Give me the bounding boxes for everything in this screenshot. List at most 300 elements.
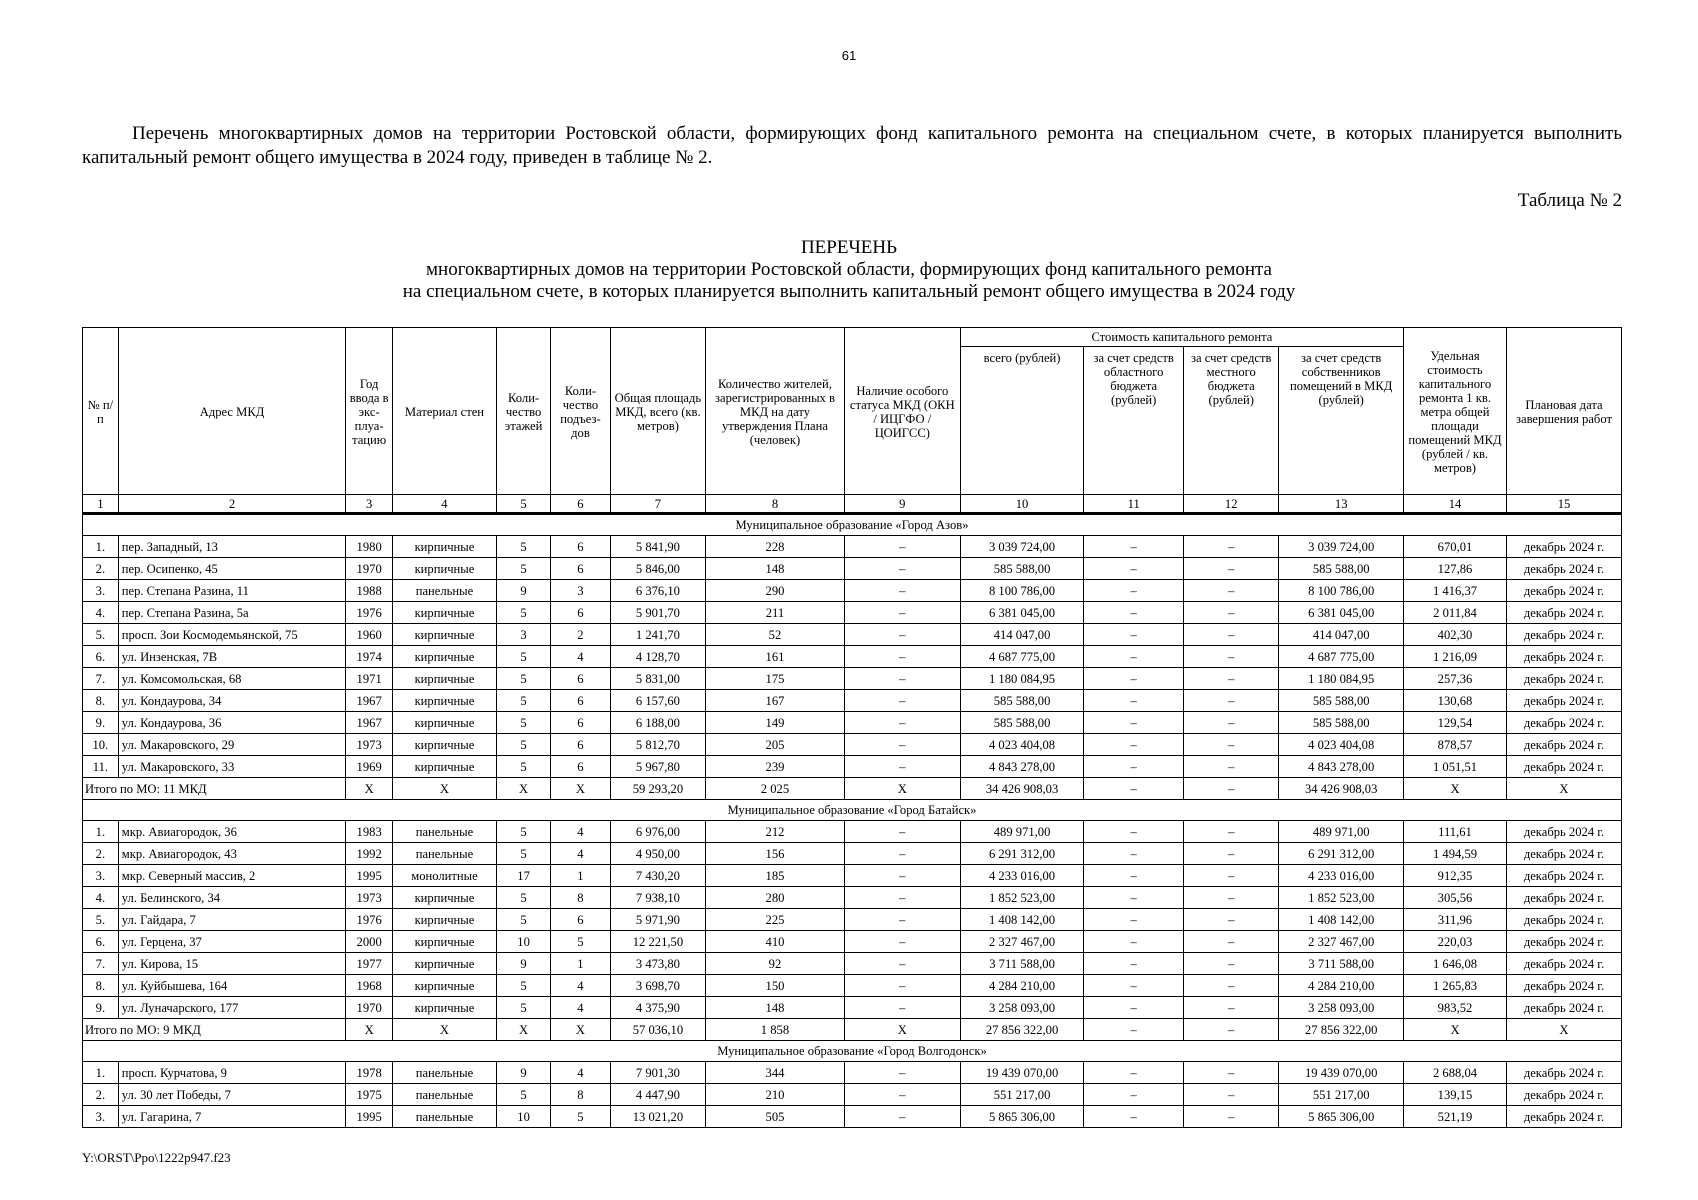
table-cell: – <box>1084 909 1184 931</box>
table-cell: декабрь 2024 г. <box>1506 646 1621 668</box>
table-label: Таблица № 2 <box>1517 190 1622 211</box>
table-cell: 3 258 093,00 <box>960 997 1084 1019</box>
table-cell: 5 812,70 <box>610 734 705 756</box>
table-cell: кирпичные <box>392 536 496 558</box>
table-cell: 5. <box>83 624 119 646</box>
table-cell: 6 381 045,00 <box>960 602 1084 624</box>
table-cell: 8. <box>83 975 119 997</box>
table-cell: 1977 <box>346 953 393 975</box>
table-row <box>83 756 1622 778</box>
table-cell: 4 023 404,08 <box>960 734 1084 756</box>
table-cell: 410 <box>706 931 845 953</box>
table-cell: 5 831,00 <box>610 668 705 690</box>
total-cell: – <box>1184 1019 1279 1041</box>
table-cell: 9. <box>83 712 119 734</box>
column-number: 15 <box>1506 495 1621 514</box>
table-cell: 6 <box>551 909 611 931</box>
table-cell: 7 901,30 <box>610 1062 705 1084</box>
table-cell: – <box>844 734 960 756</box>
table-row <box>83 734 1622 756</box>
total-cell: X <box>844 1019 960 1041</box>
table-cell: 1970 <box>346 997 393 1019</box>
total-cell: X <box>392 1019 496 1041</box>
table-cell: – <box>844 843 960 865</box>
total-cell: 57 036,10 <box>610 1019 705 1041</box>
table-cell: 3 <box>551 580 611 602</box>
table-cell: декабрь 2024 г. <box>1506 712 1621 734</box>
table-cell: кирпичные <box>392 712 496 734</box>
table-cell: 175 <box>706 668 845 690</box>
total-cell: X <box>844 778 960 800</box>
table-cell: – <box>1084 690 1184 712</box>
table-cell: 4 <box>551 997 611 1019</box>
table-cell: 220,03 <box>1404 931 1507 953</box>
table-cell: – <box>1084 602 1184 624</box>
table-cell: – <box>1084 756 1184 778</box>
table-cell: 5 <box>496 668 550 690</box>
table-cell: 1 216,09 <box>1404 646 1507 668</box>
table-cell: – <box>844 580 960 602</box>
table-cell: 139,15 <box>1404 1084 1507 1106</box>
table-cell: – <box>1184 734 1279 756</box>
table-cell: кирпичные <box>392 668 496 690</box>
table-cell: 1 852 523,00 <box>960 887 1084 909</box>
table-cell: 4 284 210,00 <box>960 975 1084 997</box>
total-label: Итого по МО: 11 МКД <box>83 778 346 800</box>
total-label: Итого по МО: 9 МКД <box>83 1019 346 1041</box>
table-cell: 148 <box>706 558 845 580</box>
total-cell: X <box>551 1019 611 1041</box>
table-cell: – <box>1184 536 1279 558</box>
table-cell: 6 976,00 <box>610 821 705 843</box>
column-number: 2 <box>118 495 346 514</box>
table-cell: декабрь 2024 г. <box>1506 865 1621 887</box>
table-cell: 3 258 093,00 <box>1279 997 1404 1019</box>
table-cell: – <box>1184 953 1279 975</box>
table-cell: 52 <box>706 624 845 646</box>
table-cell: 6 <box>551 602 611 624</box>
table-cell: – <box>1184 821 1279 843</box>
table-cell: 6 <box>551 712 611 734</box>
total-cell: 27 856 322,00 <box>1279 1019 1404 1041</box>
table-cell: 2. <box>83 1084 119 1106</box>
table-cell: 2 688,04 <box>1404 1062 1507 1084</box>
table-cell: 7 938,10 <box>610 887 705 909</box>
table-cell: 1 408 142,00 <box>1279 909 1404 931</box>
table-cell: 10 <box>496 1106 550 1128</box>
table-cell: ул. Кондаурова, 34 <box>118 690 346 712</box>
table-cell: 7 430,20 <box>610 865 705 887</box>
table-cell: декабрь 2024 г. <box>1506 1084 1621 1106</box>
table-cell: 2 <box>551 624 611 646</box>
table-cell: 149 <box>706 712 845 734</box>
header-year: Год ввода в экс-плуа-тацию <box>346 328 393 495</box>
table-cell: – <box>1084 975 1184 997</box>
table-cell: 1 852 523,00 <box>1279 887 1404 909</box>
table-cell: 1976 <box>346 602 393 624</box>
table-cell: 585 588,00 <box>1279 690 1404 712</box>
table-cell: 551 217,00 <box>960 1084 1084 1106</box>
table-cell: декабрь 2024 г. <box>1506 821 1621 843</box>
table-cell: – <box>1084 887 1184 909</box>
table-cell: – <box>844 624 960 646</box>
table-cell: 3 473,80 <box>610 953 705 975</box>
table-cell: 111,61 <box>1404 821 1507 843</box>
table-cell: 12 221,50 <box>610 931 705 953</box>
table-cell: 9 <box>496 580 550 602</box>
table-cell: 5 865 306,00 <box>960 1106 1084 1128</box>
table-cell: 489 971,00 <box>1279 821 1404 843</box>
table-row <box>83 909 1622 931</box>
table-row <box>83 821 1622 843</box>
column-number: 14 <box>1404 495 1507 514</box>
table-cell: 4 447,90 <box>610 1084 705 1106</box>
table-cell: – <box>844 536 960 558</box>
column-number: 12 <box>1184 495 1279 514</box>
table-cell: 10 <box>496 931 550 953</box>
table-cell: 670,01 <box>1404 536 1507 558</box>
table-cell: 4 233 016,00 <box>960 865 1084 887</box>
table-cell: 2. <box>83 558 119 580</box>
table-cell: – <box>1184 865 1279 887</box>
table-cell: 414 047,00 <box>1279 624 1404 646</box>
table-cell: ул. Белинского, 34 <box>118 887 346 909</box>
table-cell: 1976 <box>346 909 393 931</box>
table-cell: 6. <box>83 646 119 668</box>
table-row <box>83 712 1622 734</box>
table-cell: 2 327 467,00 <box>1279 931 1404 953</box>
table-cell: – <box>1084 536 1184 558</box>
table-row <box>83 953 1622 975</box>
table-cell: 2. <box>83 843 119 865</box>
table-cell: – <box>1084 712 1184 734</box>
total-cell: – <box>1084 778 1184 800</box>
header-unit-cost: Удельная стоимость капитального ремонта 1 кв. метра общей площади помещений МКД (рублей / кв. метров) <box>1404 328 1507 495</box>
header-cost-local: за счет средств местного бюджета (рублей) <box>1184 347 1279 495</box>
table-cell: 130,68 <box>1404 690 1507 712</box>
table-cell: 3 <box>496 624 550 646</box>
table-cell: декабрь 2024 г. <box>1506 1062 1621 1084</box>
table-cell: – <box>1184 909 1279 931</box>
table-cell: – <box>1184 1062 1279 1084</box>
table-cell: – <box>1084 580 1184 602</box>
table-cell: декабрь 2024 г. <box>1506 624 1621 646</box>
table-cell: 4 233 016,00 <box>1279 865 1404 887</box>
table-cell: 1 416,37 <box>1404 580 1507 602</box>
municipality-name: Муниципальное образование «Город Волгодонск» <box>83 1041 1622 1062</box>
table-cell: 1 241,70 <box>610 624 705 646</box>
table-cell: 257,36 <box>1404 668 1507 690</box>
table-cell: 4 843 278,00 <box>960 756 1084 778</box>
table-cell: 1967 <box>346 690 393 712</box>
table-cell: 5 865 306,00 <box>1279 1106 1404 1128</box>
intro-paragraph: Перечень многоквартирных домов на территории Ростовской области, формирующих фонд капитального ремонта на специальном счете, в которых планируется выполнить капитальный ремонт общего имущества в 2024 году, приведен в таблице № 2. <box>82 123 1622 168</box>
table-cell: – <box>844 931 960 953</box>
total-row <box>83 778 1622 800</box>
table-cell: 3. <box>83 865 119 887</box>
table-cell: декабрь 2024 г. <box>1506 931 1621 953</box>
table-cell: 1970 <box>346 558 393 580</box>
table-cell: 4 <box>551 843 611 865</box>
table-cell: 5 <box>496 536 550 558</box>
table-cell: 1978 <box>346 1062 393 1084</box>
total-cell: 34 426 908,03 <box>1279 778 1404 800</box>
header-cost-total: всего (рублей) <box>960 347 1084 495</box>
table-cell: – <box>844 865 960 887</box>
table-cell: ул. Кондаурова, 36 <box>118 712 346 734</box>
table-cell: 6 <box>551 734 611 756</box>
table-cell: 9 <box>496 1062 550 1084</box>
table-cell: 4 <box>551 1062 611 1084</box>
table-cell: кирпичные <box>392 756 496 778</box>
table-cell: 9 <box>496 953 550 975</box>
table-cell: 92 <box>706 953 845 975</box>
municipality-name: Муниципальное образование «Город Азов» <box>83 514 1622 536</box>
table-cell: 5 <box>496 975 550 997</box>
header-address: Адрес МКД <box>118 328 346 495</box>
table-cell: 5 841,90 <box>610 536 705 558</box>
table-cell: – <box>1084 668 1184 690</box>
total-cell: X <box>1404 1019 1507 1041</box>
column-number: 11 <box>1084 495 1184 514</box>
table-cell: кирпичные <box>392 690 496 712</box>
table-cell: 4 843 278,00 <box>1279 756 1404 778</box>
table-cell: 6 376,10 <box>610 580 705 602</box>
table-cell: 7. <box>83 953 119 975</box>
table-cell: панельные <box>392 1106 496 1128</box>
table-cell: 5 <box>496 887 550 909</box>
table-cell: – <box>844 1062 960 1084</box>
municipality-row <box>83 800 1622 821</box>
total-cell: X <box>1506 778 1621 800</box>
table-row <box>83 887 1622 909</box>
table-cell: 6 157,60 <box>610 690 705 712</box>
table-cell: – <box>1184 756 1279 778</box>
table-cell: декабрь 2024 г. <box>1506 756 1621 778</box>
table-cell: кирпичные <box>392 909 496 931</box>
table-cell: панельные <box>392 580 496 602</box>
table-cell: кирпичные <box>392 558 496 580</box>
table-cell: 4. <box>83 602 119 624</box>
table-cell: 912,35 <box>1404 865 1507 887</box>
table-row <box>83 536 1622 558</box>
table-cell: 1. <box>83 821 119 843</box>
table-cell: 1. <box>83 536 119 558</box>
total-cell: 2 025 <box>706 778 845 800</box>
table-cell: 228 <box>706 536 845 558</box>
table-cell: 13 021,20 <box>610 1106 705 1128</box>
table-cell: 1973 <box>346 734 393 756</box>
table-cell: декабрь 2024 г. <box>1506 602 1621 624</box>
table-cell: декабрь 2024 г. <box>1506 668 1621 690</box>
table-cell: 225 <box>706 909 845 931</box>
table-cell: кирпичные <box>392 931 496 953</box>
table-cell: панельные <box>392 1084 496 1106</box>
table-row <box>83 646 1622 668</box>
table-cell: 402,30 <box>1404 624 1507 646</box>
table-cell: 5 901,70 <box>610 602 705 624</box>
table-cell: 1 180 084,95 <box>1279 668 1404 690</box>
table-cell: 2 327 467,00 <box>960 931 1084 953</box>
table-cell: мкр. Авиагородок, 43 <box>118 843 346 865</box>
table-cell: 585 588,00 <box>960 712 1084 734</box>
column-number: 10 <box>960 495 1084 514</box>
table-cell: 3 039 724,00 <box>960 536 1084 558</box>
table-cell: 1 <box>551 865 611 887</box>
column-number: 9 <box>844 495 960 514</box>
table-cell: кирпичные <box>392 975 496 997</box>
table-cell: просп. Курчатова, 9 <box>118 1062 346 1084</box>
table-cell: ул. Макаровского, 29 <box>118 734 346 756</box>
table-cell: 311,96 <box>1404 909 1507 931</box>
table-cell: 148 <box>706 997 845 1019</box>
table-cell: панельные <box>392 821 496 843</box>
table-cell: 4 284 210,00 <box>1279 975 1404 997</box>
table-cell: 239 <box>706 756 845 778</box>
table-cell: – <box>1084 646 1184 668</box>
table-cell: 4 <box>551 975 611 997</box>
table-cell: – <box>1184 1106 1279 1128</box>
table-cell: 9. <box>83 997 119 1019</box>
table-cell: 1974 <box>346 646 393 668</box>
table-cell: декабрь 2024 г. <box>1506 734 1621 756</box>
table-cell: – <box>1184 580 1279 602</box>
table-cell: – <box>1184 975 1279 997</box>
municipality-name: Муниципальное образование «Город Батайск» <box>83 800 1622 821</box>
table-cell: 3. <box>83 1106 119 1128</box>
table-cell: 6 291 312,00 <box>1279 843 1404 865</box>
table-cell: 19 439 070,00 <box>960 1062 1084 1084</box>
table-cell: 127,86 <box>1404 558 1507 580</box>
table-cell: 305,56 <box>1404 887 1507 909</box>
table-cell: – <box>1184 712 1279 734</box>
header-residents: Количество жителей, зарегистрированных в МКД на дату утверждения Плана (человек) <box>706 328 845 495</box>
table-cell: – <box>1184 646 1279 668</box>
header-area: Общая площадь МКД, всего (кв. метров) <box>610 328 705 495</box>
table-cell: 1971 <box>346 668 393 690</box>
table-cell: 1 646,08 <box>1404 953 1507 975</box>
table-row <box>83 975 1622 997</box>
table-cell: – <box>844 602 960 624</box>
table-row <box>83 558 1622 580</box>
table-cell: – <box>1184 843 1279 865</box>
table-cell: ул. 30 лет Победы, 7 <box>118 1084 346 1106</box>
total-cell: X <box>392 778 496 800</box>
table-cell: 5 <box>551 931 611 953</box>
table-cell: декабрь 2024 г. <box>1506 580 1621 602</box>
table-cell: декабрь 2024 г. <box>1506 558 1621 580</box>
table-cell: 983,52 <box>1404 997 1507 1019</box>
table-cell: мкр. Авиагородок, 36 <box>118 821 346 843</box>
header-number: № п/п <box>83 328 119 495</box>
table-cell: декабрь 2024 г. <box>1506 690 1621 712</box>
table-cell: 6 291 312,00 <box>960 843 1084 865</box>
table-cell: кирпичные <box>392 997 496 1019</box>
table-cell: 4 <box>551 646 611 668</box>
table-cell: 1 180 084,95 <box>960 668 1084 690</box>
table-cell: – <box>844 756 960 778</box>
table-cell: ул. Инзенская, 7В <box>118 646 346 668</box>
table-cell: 585 588,00 <box>960 690 1084 712</box>
table-cell: – <box>1184 1084 1279 1106</box>
table-cell: кирпичные <box>392 734 496 756</box>
table-cell: кирпичные <box>392 953 496 975</box>
table-cell: 280 <box>706 887 845 909</box>
title-line-1: ПЕРЕЧЕНЬ <box>800 237 898 258</box>
table-cell: – <box>1184 887 1279 909</box>
table-cell: – <box>844 646 960 668</box>
table-cell: 1992 <box>346 843 393 865</box>
table-cell: 551 217,00 <box>1279 1084 1404 1106</box>
table-cell: 2000 <box>346 931 393 953</box>
table-cell: 4 023 404,08 <box>1279 734 1404 756</box>
table-cell: 878,57 <box>1404 734 1507 756</box>
header-entrances: Коли-чество подъез-дов <box>551 328 611 495</box>
header-status: Наличие особого статуса МКД (ОКН / ИЦГФО / ЦОИГСС) <box>844 328 960 495</box>
table-row <box>83 1062 1622 1084</box>
table-cell: 5 <box>551 1106 611 1128</box>
table-cell: – <box>844 1106 960 1128</box>
column-number: 7 <box>610 495 705 514</box>
table-cell: – <box>1084 1106 1184 1128</box>
table-cell: – <box>844 997 960 1019</box>
table-row <box>83 580 1622 602</box>
table-cell: 5 846,00 <box>610 558 705 580</box>
table-cell: – <box>844 668 960 690</box>
table-cell: 1980 <box>346 536 393 558</box>
total-cell: 27 856 322,00 <box>960 1019 1084 1041</box>
table-cell: 161 <box>706 646 845 668</box>
table-cell: пер. Степана Разина, 5а <box>118 602 346 624</box>
table-cell: 5 <box>496 756 550 778</box>
table-cell: 3. <box>83 580 119 602</box>
table-cell: декабрь 2024 г. <box>1506 953 1621 975</box>
table-cell: – <box>844 975 960 997</box>
table-cell: ул. Гайдара, 7 <box>118 909 346 931</box>
table-cell: панельные <box>392 843 496 865</box>
header-material: Материал стен <box>392 328 496 495</box>
column-number: 5 <box>496 495 550 514</box>
table-cell: 17 <box>496 865 550 887</box>
table-cell: 212 <box>706 821 845 843</box>
table-cell: 5 967,80 <box>610 756 705 778</box>
table-row <box>83 997 1622 1019</box>
table-cell: панельные <box>392 1062 496 1084</box>
table-cell: 5 <box>496 1084 550 1106</box>
table-cell: декабрь 2024 г. <box>1506 997 1621 1019</box>
table-cell: 1 <box>551 953 611 975</box>
table-cell: – <box>1184 668 1279 690</box>
table-cell: – <box>1184 997 1279 1019</box>
table-cell: пер. Осипенко, 45 <box>118 558 346 580</box>
table-cell: декабрь 2024 г. <box>1506 536 1621 558</box>
table-cell: 8 <box>551 887 611 909</box>
table-cell: 3 711 588,00 <box>1279 953 1404 975</box>
table-cell: 6 188,00 <box>610 712 705 734</box>
table-cell: – <box>1184 690 1279 712</box>
table-cell: – <box>1084 821 1184 843</box>
table-cell: – <box>1084 1062 1184 1084</box>
table-cell: ул. Гагарина, 7 <box>118 1106 346 1128</box>
table-cell: 167 <box>706 690 845 712</box>
table-row <box>83 865 1622 887</box>
total-cell: X <box>1404 778 1507 800</box>
header-floors: Коли-чество этажей <box>496 328 550 495</box>
table-cell: 5 <box>496 997 550 1019</box>
table-cell: 1968 <box>346 975 393 997</box>
table-cell: – <box>1084 931 1184 953</box>
table-cell: 6 <box>551 690 611 712</box>
